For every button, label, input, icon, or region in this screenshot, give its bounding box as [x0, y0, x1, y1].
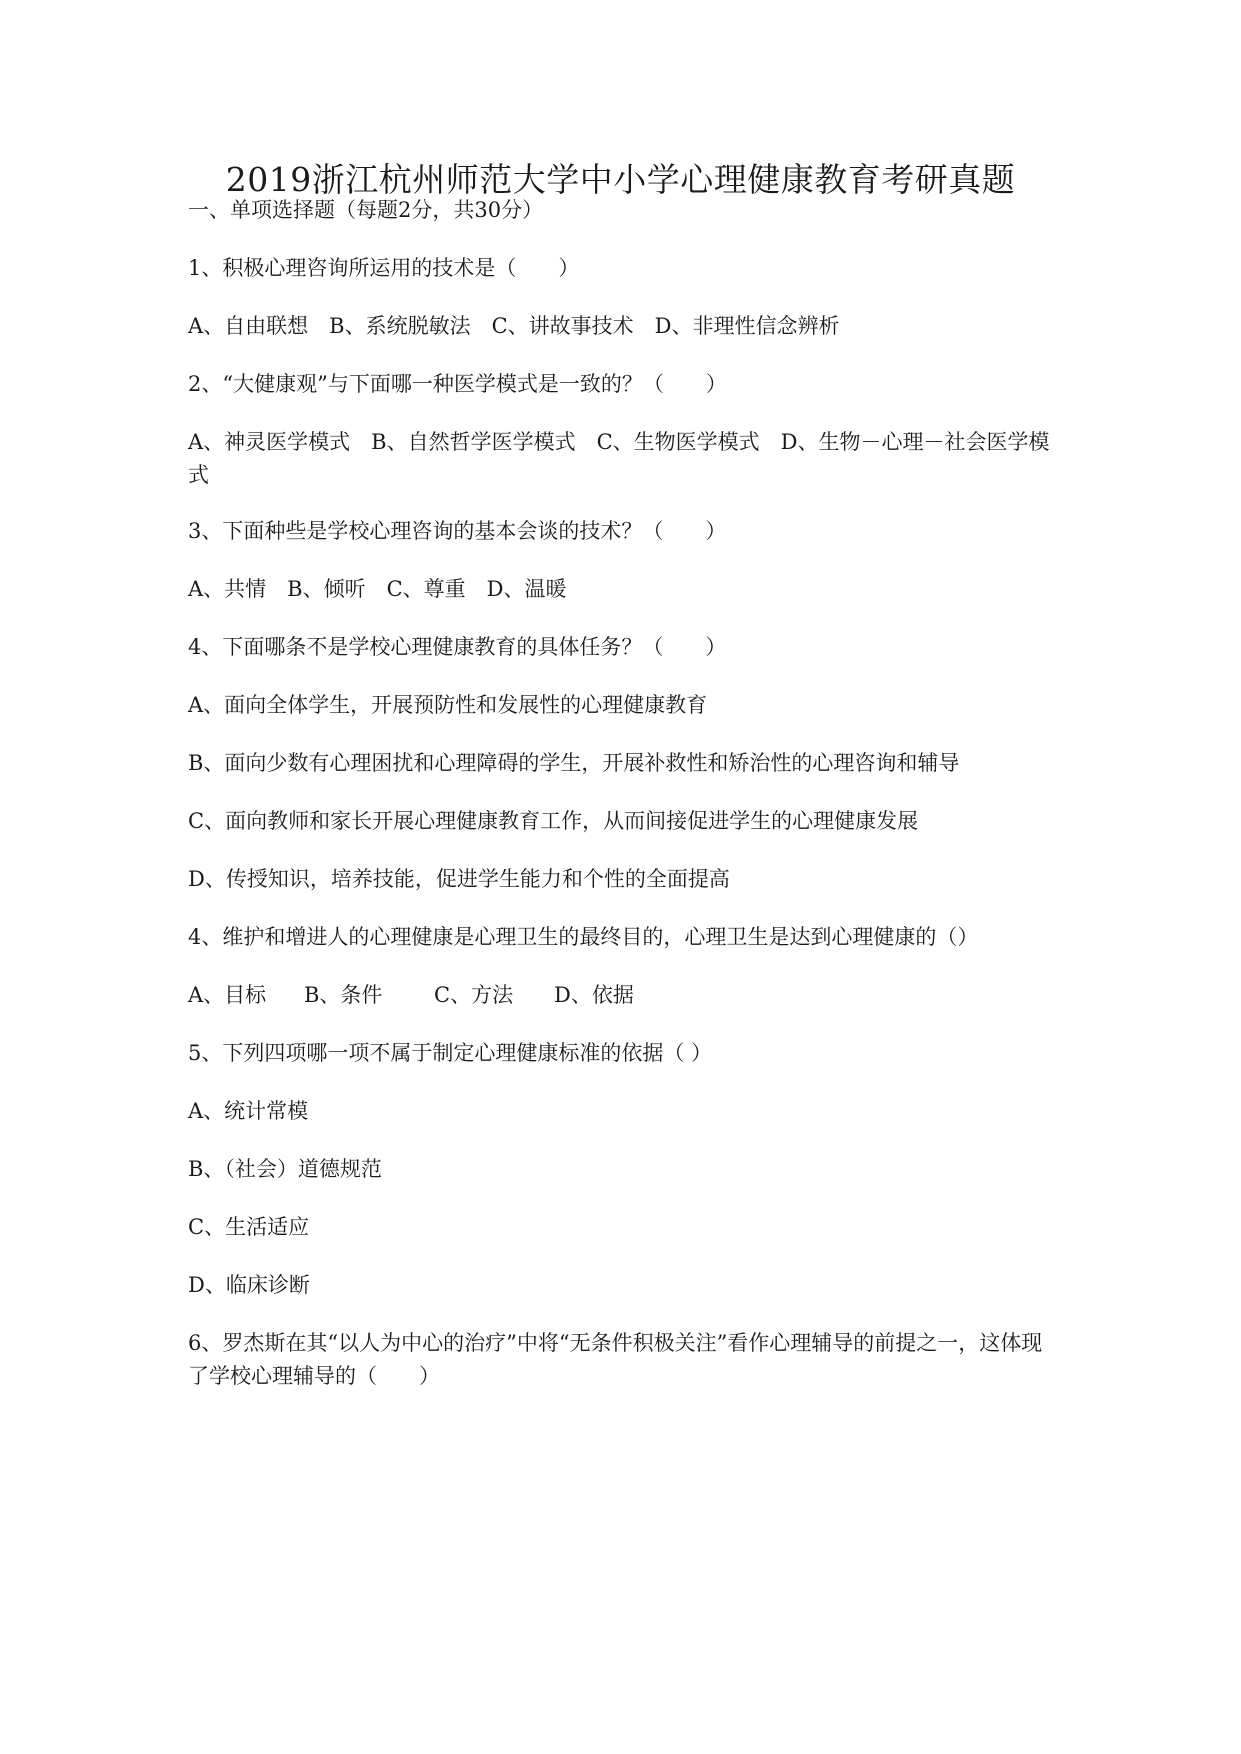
question-5-stem: 5、下列四项哪一项不属于制定心理健康标准的依据（ ）	[188, 1041, 713, 1065]
question-2-options: A、神灵医学模式 B、自然哲学医学模式 C、生物医学模式 D、生物－心理－社会医学模式	[188, 430, 1050, 487]
question-5-option-d: D、临床诊断	[188, 1273, 310, 1297]
question-4-stem: 4、下面哪条不是学校心理健康教育的具体任务？（ ）	[188, 635, 727, 659]
question-4b-option-c: C、方法	[434, 983, 514, 1007]
question-3-stem: 3、下面种些是学校心理咨询的基本会谈的技术？（ ）	[188, 519, 727, 543]
question-4b-options	[188, 979, 1068, 1012]
section-heading: 一、单项选择题（每题2分，共30分）	[188, 198, 544, 222]
question-6-stem: 6、罗杰斯在其“以人为中心的治疗”中将“无条件积极关注”看作心理辅导的前提之一，这体现了学校心理辅导的（ ）	[188, 1331, 1043, 1388]
question-4-option-a: A、面向全体学生，开展预防性和发展性的心理健康教育	[188, 693, 708, 717]
question-3-options: A、共情 B、倾听 C、尊重 D、温暖	[188, 577, 567, 601]
question-4-option-b: B、面向少数有心理困扰和心理障碍的学生，开展补救性和矫治性的心理咨询和辅导	[188, 751, 960, 775]
question-4b-stem: 4、维护和增进人的心理健康是心理卫生的最终目的，心理卫生是达到心理健康的（）	[188, 925, 979, 949]
question-5-option-a: A、统计常模	[188, 1099, 309, 1123]
question-4b-option-b: B、条件	[304, 983, 383, 1007]
question-5-option-c: C、生活适应	[188, 1215, 310, 1239]
question-4-option-c: C、面向教师和家长开展心理健康教育工作，从而间接促进学生的心理健康发展	[188, 809, 919, 833]
question-2-stem: 2、“大健康观”与下面哪一种医学模式是一致的？（ ）	[188, 372, 727, 396]
question-4b-option-d: D、依据	[554, 983, 634, 1007]
question-4-option-d: D、传授知识，培养技能，促进学生能力和个性的全面提高	[188, 867, 730, 891]
question-4b-option-a: A、目标	[188, 983, 267, 1007]
question-1-options: A、自由联想 B、系统脱敏法 C、讲故事技术 D、非理性信念辨析	[188, 314, 840, 338]
question-1-stem: 1、积极心理咨询所运用的技术是（ ）	[188, 256, 580, 280]
document-title: 2019浙江杭州师范大学中小学心理健康教育考研真题	[225, 160, 1016, 199]
question-5-option-b: B、（社会）道德规范	[188, 1157, 382, 1181]
